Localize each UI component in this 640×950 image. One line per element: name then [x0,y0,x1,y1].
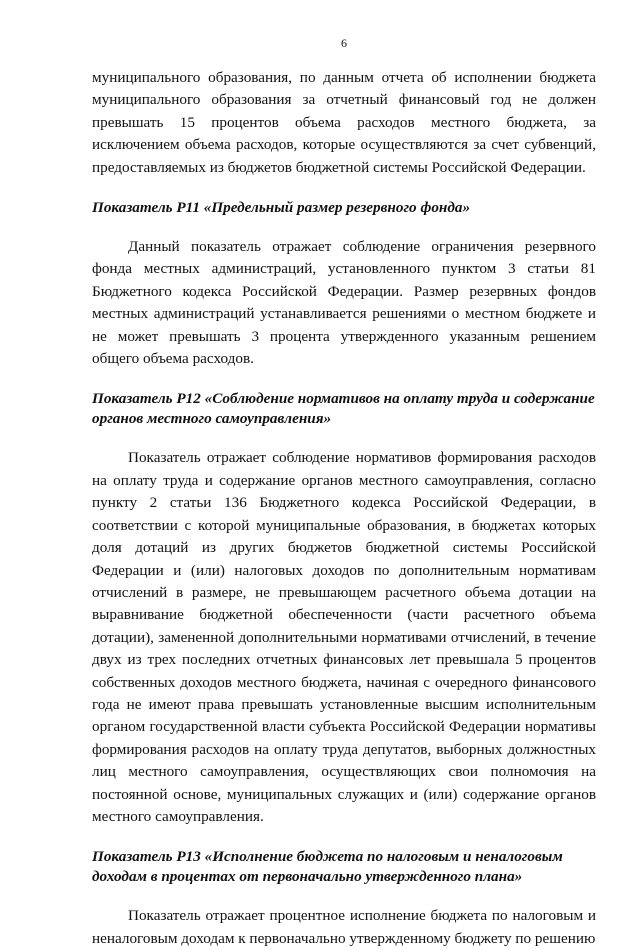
section-heading-p12: Показатель Р12 «Соблюдение нормативов на оплату труда и содержание органов местного самоуправления» [92,390,595,428]
spacer [92,179,596,198]
body-paragraph-2: Данный показатель отражает соблюдение ограничения резервного фонда местных администраций, установленного пунктом 3 статьи 81 Бюджетного кодекса Российской Федерации. Размер резервных фондов местных администраций устанавливается решениями о местном бюджете и не может превышать 3 процента утвержденного указанным решением общего объема расходов. [92,238,596,368]
spacer [92,828,596,847]
spacer [92,887,596,905]
body-paragraph-4: Показатель отражает процентное исполнение бюджета по налоговым и неналоговым доходам к первоначально утвержденному бюджету по решению [92,907,596,947]
spacer [92,218,596,236]
section-heading-p13: Показатель Р13 «Исполнение бюджета по налоговым и неналоговым доходам в процентах от первоначально утвержденного плана» [92,848,563,886]
section-heading-p11: Показатель Р11 «Предельный размер резервного фонда» [92,199,471,217]
body-paragraph-1: муниципального образования, по данным отчета об исполнении бюджета муниципального образования за отчетный финансовый год не должен превышать 15 процентов объема расходов местного бюджета, за исключением объема расходов, которые осуществляются за счет субвенций, предоставляемых из бюджетов бюджетной системы Российской Федерации. [92,69,596,176]
spacer [92,370,596,389]
body-paragraph-3: Показатель отражает соблюдение нормативов формирования расходов на оплату труда и содержание органов местного самоуправления, согласно пункту 2 статьи 136 Бюджетного кодекса Российской Федерации, в соответствии с которой муниципальные образования, в бюджетах которых доля дотаций из других бюджетов бюджетной системы Российской Федерации и (или) налоговых доходов по дополнительным нормативам отчислений в размере, не превышающем расчетного объема дотации на выравнивание бюджетной обеспеченности (части расчетного объема дотации), замененной дополнительными нормативами отчислений, в течение двух из трех последних отчетных финансовых лет превышала 5 процентов собственных доходов местного бюджета, начиная с очередного финансового года не имеют права превышать установленные высшим исполнительным органом государственной власти субъекта Российской Федерации нормативы формирования расходов на оплату труда депутатов, выборных должностных лиц местного самоуправления, осуществляющих свои полномочия на постоянной основе, муниципальных служащих и (или) содержание органов местного самоуправления. [92,449,596,825]
page-number: 6 [341,36,347,50]
spacer [92,429,596,447]
